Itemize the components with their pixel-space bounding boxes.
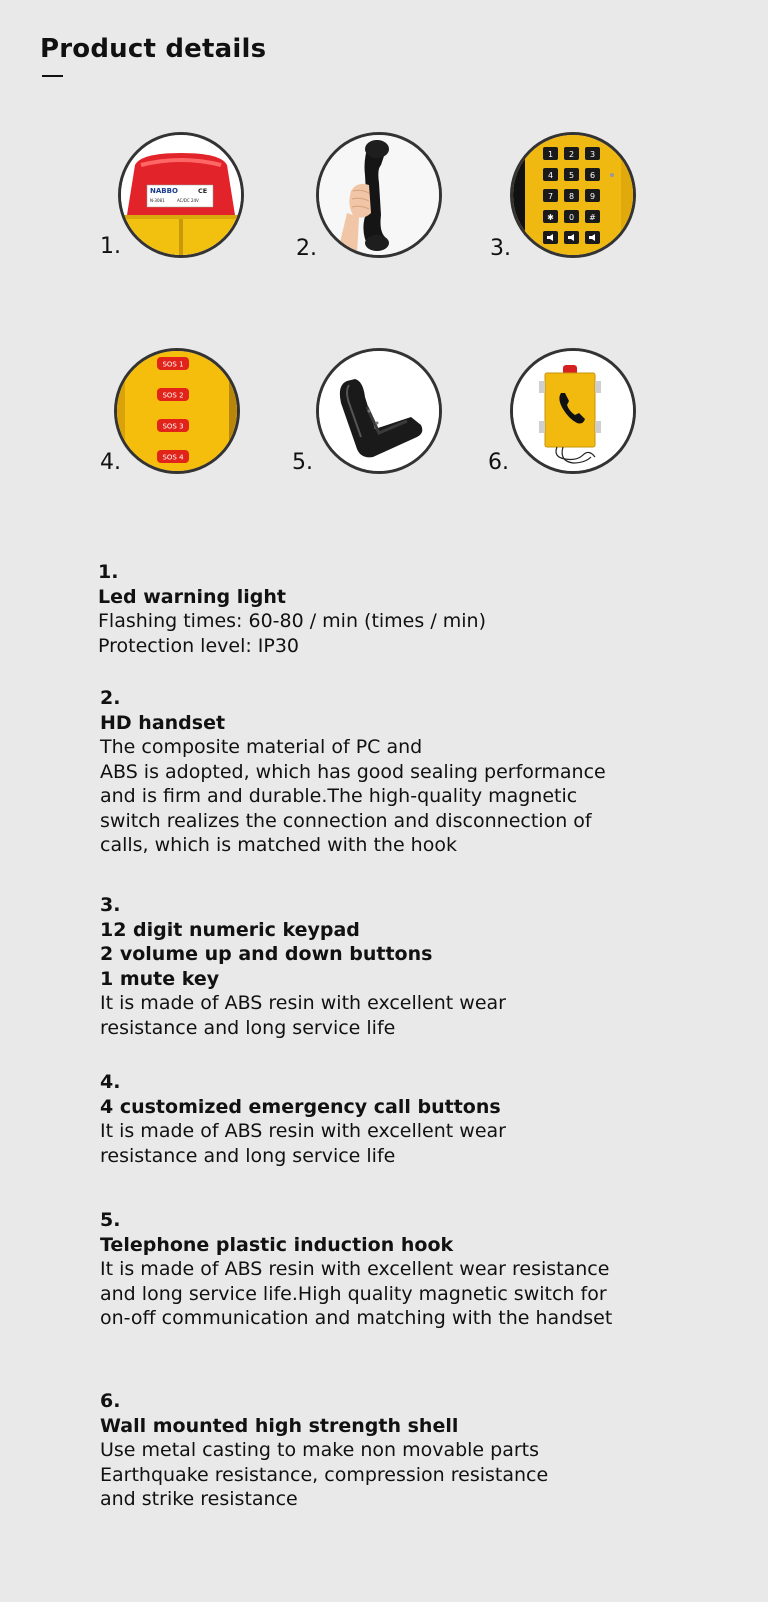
thumbnail-4: [114, 348, 240, 474]
voltage-label: AC/DC 24V: [177, 198, 199, 203]
hook-icon: [319, 351, 439, 471]
keypad-key-label: #: [589, 213, 596, 222]
section-text-line: It is made of ABS resin with excellent wear: [100, 992, 506, 1014]
section-text-line: Earthquake resistance, compression resistance: [100, 1463, 549, 1486]
page-title: Product details: [40, 34, 267, 64]
thumbnail-5: [316, 348, 442, 474]
sos-button-label: SOS 4: [162, 453, 184, 462]
thumbnail-6: [510, 348, 636, 474]
thumbnail-1: [118, 132, 244, 258]
section-1: [98, 560, 768, 658]
section-6: [100, 1389, 768, 1512]
section-heading: Telephone plastic induction hook: [100, 1233, 454, 1256]
keypad-key-label: 7: [547, 192, 554, 201]
section-text-line: ABS is adopted, which has good sealing performance: [100, 760, 606, 783]
section-text-line: The composite material of PC and: [100, 736, 423, 758]
section-text-line: resistance and long service life: [100, 1016, 396, 1039]
thumbnail-number-3: 3.: [490, 236, 511, 261]
section-number: 2.: [100, 687, 121, 709]
thumbnail-number-5: 5.: [292, 450, 313, 475]
keypad-key-label: 1: [547, 150, 554, 159]
section-text-line: It is made of ABS resin with excellent wear: [100, 1120, 506, 1142]
sos-button-label: SOS 3: [162, 422, 184, 431]
keypad-key-label: 9: [589, 192, 596, 201]
section-text-line: and long service life.High quality magnetic switch for: [100, 1282, 607, 1305]
keypad-key-label: 8: [568, 192, 575, 201]
section-text-line: on-off communication and matching with the handset: [100, 1307, 613, 1329]
section-3: [100, 893, 768, 1040]
section-text-line: switch realizes the connection and disconnection of: [100, 809, 592, 832]
section-text-line: Flashing times: 60-80 / min (times / min): [98, 610, 486, 632]
ce-label: CE: [198, 187, 208, 195]
section-4: [100, 1070, 768, 1168]
section-text-line: calls, which is matched with the hook: [100, 834, 457, 856]
section-5: [100, 1208, 768, 1331]
section-text-line: and is firm and durable.The high-quality magnetic: [100, 785, 578, 807]
title-underline: [42, 75, 63, 77]
section-text-line: Protection level: IP30: [98, 634, 300, 657]
phone-cabinet-icon: [513, 351, 633, 471]
section-heading: Led warning light: [98, 585, 286, 608]
section-heading: 12 digit numeric keypad: [100, 918, 360, 941]
section-heading: 4 customized emergency call buttons: [100, 1095, 501, 1118]
model-label: N-3081: [150, 198, 165, 203]
section-2: [100, 686, 768, 858]
warning-light-icon: [121, 135, 241, 255]
section-heading: HD handset: [100, 711, 226, 734]
thumbnail-number-6: 6.: [488, 450, 509, 475]
section-text-line: Use metal casting to make non movable parts: [100, 1439, 540, 1461]
section-number: 6.: [100, 1390, 121, 1412]
thumbnail-3: [510, 132, 636, 258]
keypad-key-label: 6: [589, 171, 596, 180]
sos-buttons-icon: [117, 351, 237, 471]
thumbnail-2: [316, 132, 442, 258]
section-text-line: resistance and long service life: [100, 1144, 396, 1167]
sos-button-label: SOS 2: [162, 391, 184, 400]
section-number: 5.: [100, 1209, 121, 1231]
keypad-key-label: 0: [568, 213, 575, 222]
thumbnail-number-1: 1.: [100, 234, 121, 259]
keypad-key-label: 3: [589, 150, 596, 159]
keypad-icon: [513, 135, 633, 255]
section-number: 4.: [100, 1071, 121, 1093]
section-heading: 2 volume up and down buttons: [100, 943, 433, 965]
keypad-key-label: 2: [568, 150, 575, 159]
section-number: 1.: [98, 561, 119, 583]
section-text-line: It is made of ABS resin with excellent wear resistance: [100, 1258, 610, 1280]
section-text-line: and strike resistance: [100, 1488, 298, 1510]
section-heading: Wall mounted high strength shell: [100, 1414, 459, 1437]
sos-button-label: SOS 1: [162, 360, 184, 369]
keypad-key-label: ✱: [547, 213, 554, 222]
keypad-key-label: 5: [568, 171, 575, 180]
thumbnail-number-4: 4.: [100, 450, 121, 475]
keypad-key-label: 4: [547, 171, 554, 180]
section-heading: 1 mute key: [100, 967, 220, 990]
handset-icon: [319, 135, 439, 255]
brand-label: NABBO: [150, 187, 178, 195]
thumbnail-number-2: 2.: [296, 236, 317, 261]
section-number: 3.: [100, 894, 121, 916]
